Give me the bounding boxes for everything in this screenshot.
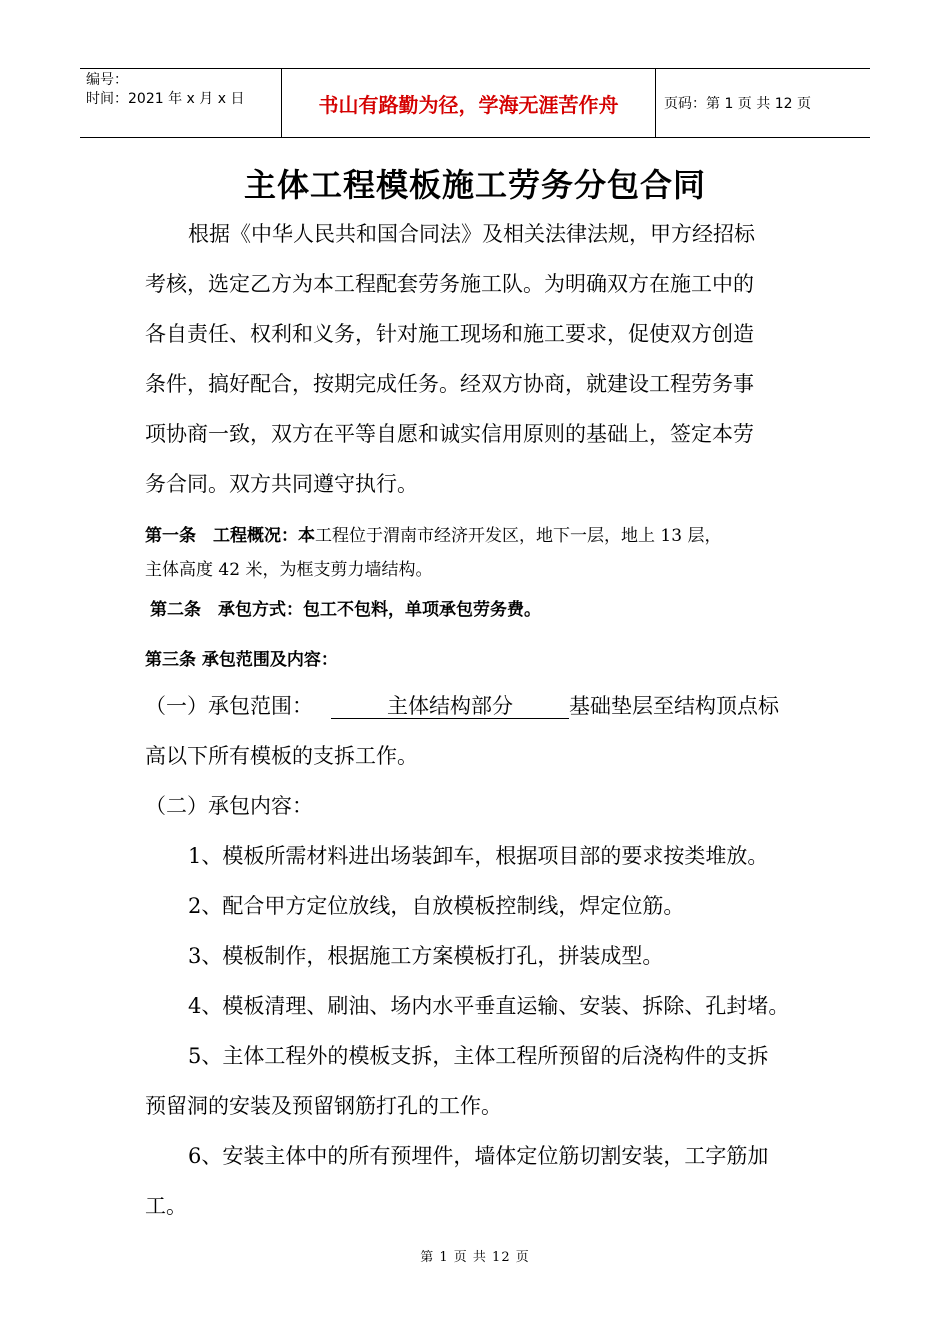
content-item: 4、模板清理、刷油、场内水平垂直运输、安装、拆除、孔封堵。 [188, 994, 790, 1018]
content-item: 6、安装主体中的所有预埋件，墙体定位筋切割安装，工字筋加 [188, 1144, 769, 1168]
number-label: 编号： [86, 72, 128, 88]
scope-rest: 基础垫层至结构顶点标 [569, 694, 779, 718]
content-item: 1、模板所需材料进出场装卸车，根据项目部的要求按类堆放。 [188, 844, 769, 868]
content-item-continuation: 工。 [145, 1194, 187, 1218]
intro-line: 各自责任、权利和义务，针对施工现场和施工要求，促使双方创造 [145, 322, 754, 346]
content-label: （二）承包内容： [145, 794, 313, 818]
intro-line: 条件，搞好配合，按期完成任务。经双方协商，就建设工程劳务事 [145, 372, 754, 396]
header-meta [80, 69, 280, 137]
intro-line: 考核，选定乙方为本工程配套劳务施工队。为明确双方在施工中的 [145, 272, 754, 296]
article-1-heading: 第一条 工程概况：本 [145, 526, 315, 546]
scope-label: （一）承包范围： [145, 694, 313, 718]
intro-line: 务合同。双方共同遵守执行。 [145, 472, 418, 496]
header-page-label: 页码：第 1 页 共 12 页 [664, 96, 811, 112]
intro-line: 根据《中华人民共和国合同法》及相关法律法规，甲方经招标 [188, 222, 755, 246]
header-motto: 书山有路勤为径，学海无涯苦作舟 [281, 69, 656, 137]
article-1-text: 工程位于渭南市经济开发区，地下一层，地上 13 层， [315, 526, 722, 546]
content-item: 2、配合甲方定位放线，自放模板控制线，焊定位筋。 [188, 894, 685, 918]
document-header [80, 68, 870, 138]
article-1-line-2: 主体高度 42 米，为框支剪力墙结构。 [145, 560, 433, 580]
content-item: 5、主体工程外的模板支拆，主体工程所预留的后浇构件的支拆 [188, 1044, 769, 1068]
article-3: 第三条 承包范围及内容： [145, 650, 338, 670]
scope-fill: 主体结构部分 [331, 694, 569, 719]
date-label: 时间：2021 年 x 月 x 日 [86, 91, 245, 107]
article-2: 第二条 承包方式：包工不包料，单项承包劳务费。 [150, 600, 541, 620]
article-1-line [145, 522, 721, 548]
page-footer: 第 1 页 共 12 页 [420, 1250, 530, 1265]
content-item-continuation: 预留洞的安装及预留钢筋打孔的工作。 [145, 1094, 502, 1118]
scope-line [145, 694, 779, 719]
intro-line: 项协商一致，双方在平等自愿和诚实信用原则的基础上，签定本劳 [145, 422, 754, 446]
scope-line-2: 高以下所有模板的支拆工作。 [145, 744, 418, 768]
document-title: 主体工程模板施工劳务分包合同 [243, 166, 706, 204]
content-item: 3、模板制作，根据施工方案模板打孔，拼装成型。 [188, 944, 664, 968]
